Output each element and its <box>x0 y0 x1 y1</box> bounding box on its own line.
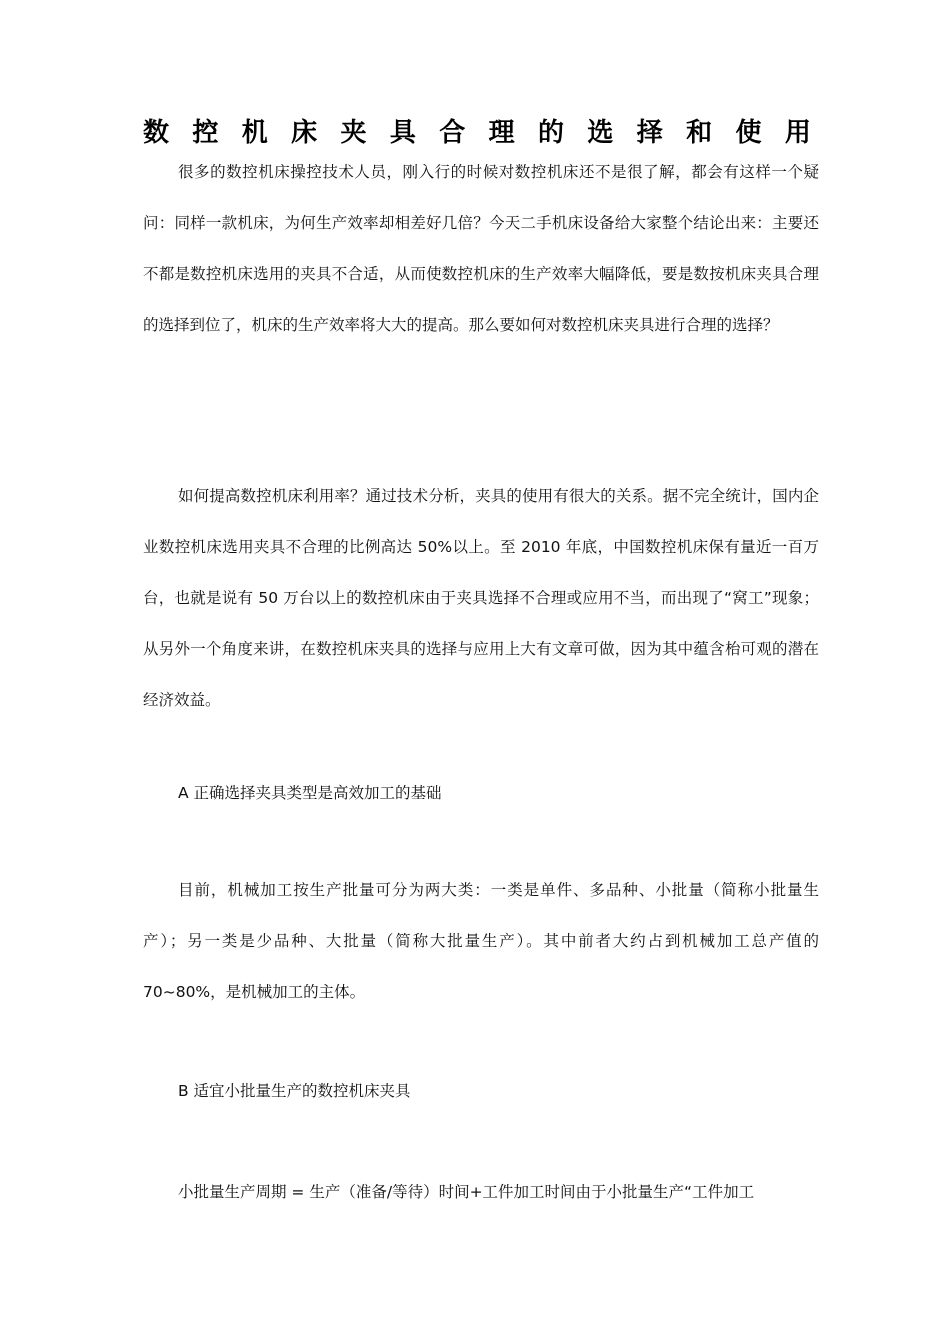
utilization-paragraph: 如何提高数控机床利用率？通过技术分析，夹具的使用有很大的关系。据不完全统计，国内企业数控机床选用夹具不合理的比例高达 50%以上。至 2010 年底，中国数控机床保有量近一百万台，也就是说有 50 万台以上的数控机床由于夹具选择不合理或应用不当，而出现了“窝工”现象；从另外一个角度来讲，在数控机床夹具的选择与应用上大有文章可做，因为其中蕴含枱可观的潜在经济效益。 <box>143 487 819 709</box>
small-batch-cycle-paragraph: 小批量生产周期 = 生产（准备/等待）时间+工件加工时间由于小批量生产“工件加工 <box>178 1183 755 1201</box>
title-character: 用 <box>784 118 811 149</box>
title-character: 选 <box>587 118 614 149</box>
batch-types-paragraph: 目前，机械加工按生产批量可分为两大类：一类是单件、多品种、小批量（简称小批量生产）；另一类是少品种、大批量（简称大批量生产）。其中前者大约占到机械加工总产值的 70~80%，是机械加工的主体。 <box>143 881 819 1001</box>
title-character: 使 <box>735 118 762 149</box>
title-character: 合 <box>439 118 466 149</box>
title-character: 择 <box>636 118 663 149</box>
title-character: 和 <box>686 118 713 149</box>
title-character: 具 <box>389 118 416 149</box>
title-character: 控 <box>192 118 219 149</box>
title-character: 数 <box>143 118 170 149</box>
title-character: 理 <box>488 118 515 149</box>
intro-paragraph: 很多的数控机床操控技术人员，刚入行的时候对数控机床还不是很了解，都会有这样一个疑问：同样一款机床，为何生产效率却相差好几倍？今天二手机床设备给大家整个结论出来：主要还不都是数控机床选用的夹具不合适，从而使数控机床的生产效率大幅降低，要是数按机床夹具合理的选择到位了，机床的生产效率将大大的提高。那么要如何对数控机床夹具进行合理的选择？ <box>143 163 819 334</box>
title-character: 夹 <box>340 118 367 149</box>
title-character: 床 <box>291 118 318 149</box>
title-character: 的 <box>538 118 565 149</box>
section-heading-b: B 适宜小批量生产的数控机床夹具 <box>178 1082 411 1100</box>
title-character: 机 <box>241 118 268 149</box>
section-heading-a: A 正确选择夹具类型是高效加工的基础 <box>178 784 442 802</box>
document-title <box>143 115 811 151</box>
